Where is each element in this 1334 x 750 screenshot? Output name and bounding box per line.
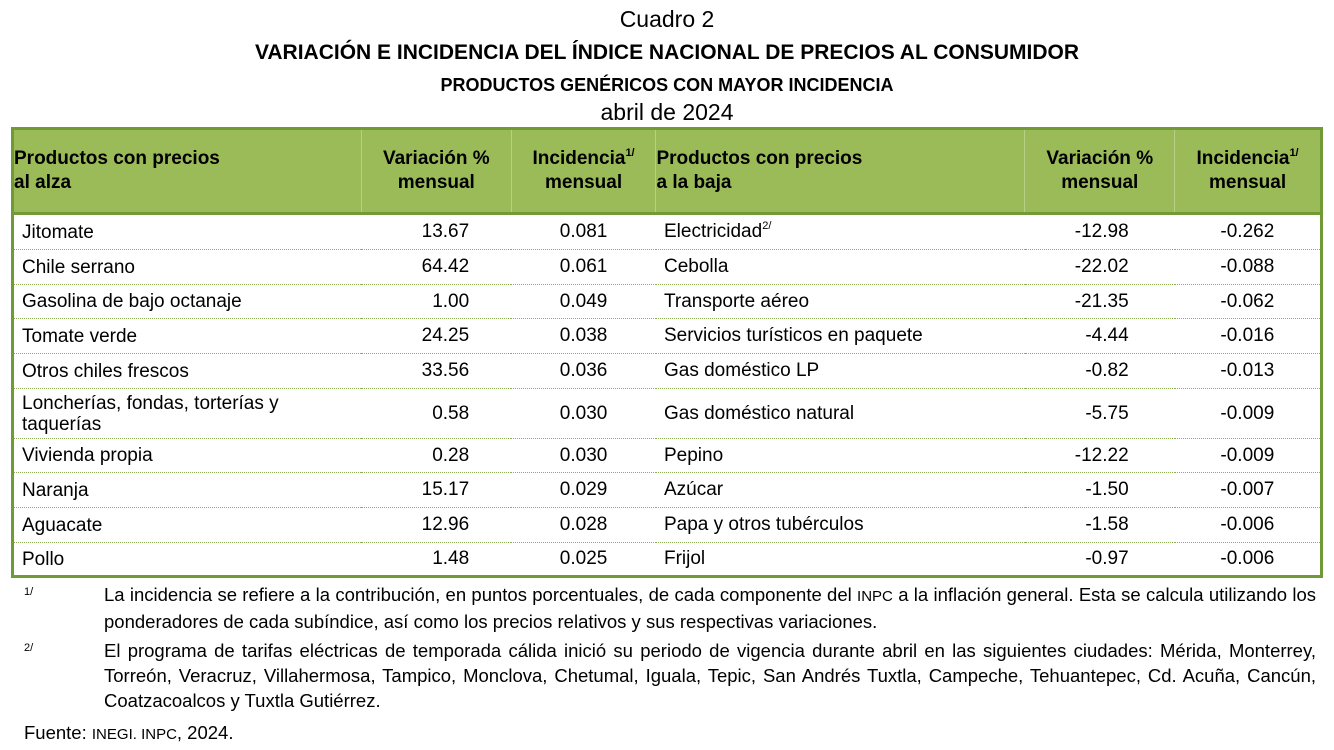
up-incidence-cell — [511, 354, 656, 389]
down-product-cell — [656, 214, 1025, 250]
down-variation-cell — [1025, 319, 1175, 354]
up-product-cell — [13, 285, 362, 319]
down-variation-cell-text: -21.35 — [1074, 290, 1129, 312]
col-header-up-variation — [361, 129, 511, 214]
footnote-1 — [24, 582, 1316, 634]
up-incidence-cell — [511, 508, 656, 543]
footnote-text: a la inflación general. Esta se calcula utilizando los ponderadores de cada subíndice, así como los precios relativos y sus respectivas variaciones. — [104, 584, 1316, 632]
inpc-table — [11, 127, 1323, 578]
down-product-cell — [656, 354, 1025, 389]
table-period: abril de 2024 — [600, 99, 734, 125]
col-header-down-incidence — [1175, 129, 1322, 214]
footnote-text: El programa de tarifas eléctricas de temporada cálida inició su periodo de vigencia durante abril en las siguientes ciudades: Mérida, Monterrey, Torreón, Veracruz, Villahermosa, Tampico, Monclova, Chetumal, Iguala, Tepic, San Andrés Tuxtla, Campeche, Tehuantepec, Cd. Acuña, Cancún, Coatzacoalcos y Tuxtla Gutiérrez. — [104, 640, 1316, 711]
footnote-mark: 2/ — [24, 642, 34, 654]
table-subtitle: PRODUCTOS GENÉRICOS CON MAYOR INCIDENCIA — [440, 75, 894, 95]
down-variation-cell-text: -1.50 — [1085, 479, 1129, 500]
footnote-abbrev: INPC — [857, 588, 893, 605]
down-variation-cell-text: -0.82 — [1085, 360, 1129, 381]
table-header-row — [13, 129, 1322, 214]
footnote-ref: 2/ — [762, 220, 772, 232]
down-product-cell-text: Electricidad — [663, 221, 763, 242]
col-header-line: Productos con precios — [656, 148, 863, 169]
source-org: INEGI. INPC — [91, 726, 177, 743]
up-incidence-cell — [511, 389, 656, 439]
up-variation-cell — [361, 250, 511, 285]
down-product-cell — [656, 508, 1025, 543]
up-product-cell — [13, 319, 362, 354]
up-variation-cell-text: 0.58 — [432, 402, 470, 424]
footnote-mark: 1/ — [24, 586, 34, 598]
down-variation-cell-text: -4.44 — [1085, 325, 1129, 346]
up-incidence-cell — [511, 543, 656, 577]
table-row — [13, 285, 1322, 319]
up-variation-cell-text: 12.96 — [421, 514, 470, 535]
down-product-cell-text: Pepino — [663, 444, 724, 466]
down-product-cell — [656, 285, 1025, 319]
up-incidence-cell — [511, 214, 656, 250]
down-variation-cell — [1025, 439, 1175, 473]
down-variation-cell — [1025, 389, 1175, 439]
down-variation-cell — [1025, 354, 1175, 389]
up-variation-cell-text: 33.56 — [421, 360, 470, 381]
up-variation-cell-text: 0.28 — [432, 444, 470, 466]
down-product-cell-text: Gas doméstico LP — [663, 360, 820, 381]
down-variation-cell-text: -12.98 — [1074, 221, 1129, 242]
up-variation-cell — [361, 354, 511, 389]
col-header-line: al alza — [14, 172, 72, 193]
down-incidence-cell-text: -0.006 — [1220, 548, 1275, 569]
table-body — [13, 214, 1322, 577]
down-product-cell-text: Gas doméstico natural — [663, 402, 855, 424]
down-incidence-cell — [1175, 473, 1322, 508]
down-incidence-cell — [1175, 508, 1322, 543]
up-variation-cell-text: 13.67 — [421, 221, 470, 242]
up-incidence-cell-text: 0.081 — [559, 221, 608, 242]
up-variation-cell-text: 64.42 — [421, 256, 470, 277]
up-product-cell — [13, 214, 362, 250]
col-header-line: mensual — [397, 172, 475, 193]
down-incidence-cell — [1175, 250, 1322, 285]
col-header-line: mensual — [545, 172, 623, 193]
table-row — [13, 439, 1322, 473]
up-product-cell — [13, 389, 362, 439]
up-incidence-cell-text: 0.061 — [559, 256, 608, 277]
down-variation-cell — [1025, 508, 1175, 543]
col-header-up-product — [13, 129, 362, 214]
table-row — [13, 319, 1322, 354]
down-incidence-cell-text: -0.262 — [1220, 221, 1275, 242]
up-product-cell — [13, 439, 362, 473]
col-header-down-product — [656, 129, 1025, 214]
down-incidence-cell — [1175, 214, 1322, 250]
down-product-cell — [656, 543, 1025, 577]
down-product-cell-text: Frijol — [663, 548, 706, 569]
up-variation-cell — [361, 285, 511, 319]
table-row — [13, 389, 1322, 439]
up-variation-cell-text: 1.00 — [432, 290, 470, 312]
down-variation-cell-text: -1.58 — [1085, 514, 1129, 535]
down-product-cell-text: Azúcar — [663, 479, 724, 500]
up-incidence-cell-text: 0.038 — [559, 325, 608, 346]
col-header-line: Incidencia — [1196, 148, 1290, 169]
down-incidence-cell-text: -0.088 — [1220, 256, 1275, 277]
col-header-line: Incidencia — [532, 148, 626, 169]
up-product-cell — [13, 473, 362, 508]
up-product-cell-text: Gasolina de bajo octanaje — [22, 291, 242, 312]
up-variation-cell — [361, 473, 511, 508]
col-header-up-incidence — [511, 129, 656, 214]
up-incidence-cell-text: 0.030 — [559, 402, 608, 424]
footnote-ref: 1/ — [625, 147, 635, 159]
table-row — [13, 354, 1322, 389]
up-product-cell-text: Jitomate — [22, 221, 94, 243]
col-header-line: mensual — [1061, 172, 1139, 193]
down-incidence-cell — [1175, 319, 1322, 354]
table-row — [13, 508, 1322, 543]
up-product-cell-text: Vivienda propia — [22, 445, 153, 466]
table-title: VARIACIÓN E INCIDENCIA DEL ÍNDICE NACIONAL DE PRECIOS AL CONSUMIDOR — [254, 41, 1080, 64]
table-row — [13, 250, 1322, 285]
footnotes — [24, 582, 1316, 713]
up-incidence-cell — [511, 439, 656, 473]
up-incidence-cell-text: 0.028 — [559, 514, 608, 535]
table-row — [13, 543, 1322, 577]
down-incidence-cell — [1175, 285, 1322, 319]
down-variation-cell — [1025, 250, 1175, 285]
col-header-line: mensual — [1209, 172, 1287, 193]
down-product-cell — [656, 439, 1025, 473]
down-variation-cell-text: -5.75 — [1085, 402, 1129, 424]
up-product-cell-text: Chile serrano — [22, 256, 135, 278]
down-incidence-cell-text: -0.006 — [1220, 514, 1275, 535]
down-variation-cell-text: -22.02 — [1074, 256, 1129, 277]
up-product-cell-text: Loncherías, fondas, torterías y taquerías — [22, 392, 279, 435]
up-incidence-cell-text: 0.049 — [559, 290, 608, 312]
down-incidence-cell — [1175, 389, 1322, 439]
down-incidence-cell — [1175, 439, 1322, 473]
up-variation-cell — [361, 543, 511, 577]
col-header-line: a la baja — [656, 172, 732, 193]
down-variation-cell-text: -12.22 — [1074, 444, 1129, 466]
col-header-down-variation — [1025, 129, 1175, 214]
source-label: Fuente: — [24, 722, 92, 743]
up-variation-cell — [361, 508, 511, 543]
down-variation-cell — [1025, 543, 1175, 577]
table-row — [13, 473, 1322, 508]
up-product-cell-text: Pollo — [22, 548, 65, 570]
col-header-line: Productos con precios — [14, 148, 220, 169]
down-product-cell — [656, 473, 1025, 508]
up-incidence-cell — [511, 250, 656, 285]
down-product-cell-text: Cebolla — [663, 256, 729, 277]
footnote-text: La incidencia se refiere a la contribución, en puntos porcentuales, de cada componente del — [104, 584, 858, 605]
down-variation-cell-text: -0.97 — [1085, 548, 1129, 569]
col-header-line: Variación % — [382, 148, 490, 169]
up-product-cell — [13, 508, 362, 543]
up-incidence-cell-text: 0.036 — [559, 360, 608, 381]
source-line — [24, 720, 233, 747]
source-year: , 2024. — [176, 722, 234, 743]
down-product-cell — [656, 319, 1025, 354]
down-incidence-cell-text: -0.009 — [1220, 444, 1275, 466]
up-product-cell — [13, 354, 362, 389]
col-header-line: Variación % — [1046, 148, 1154, 169]
up-incidence-cell — [511, 473, 656, 508]
up-product-cell-text: Tomate verde — [22, 325, 138, 347]
down-incidence-cell-text: -0.013 — [1220, 360, 1275, 381]
down-product-cell — [656, 250, 1025, 285]
up-variation-cell-text: 15.17 — [421, 479, 470, 500]
down-variation-cell — [1025, 285, 1175, 319]
down-incidence-cell — [1175, 543, 1322, 577]
down-incidence-cell-text: -0.009 — [1220, 402, 1275, 424]
up-variation-cell — [361, 439, 511, 473]
footnote-2 — [24, 638, 1316, 713]
up-incidence-cell — [511, 285, 656, 319]
down-incidence-cell-text: -0.007 — [1220, 479, 1275, 500]
table-row — [13, 214, 1322, 250]
down-variation-cell — [1025, 214, 1175, 250]
table-number: Cuadro 2 — [619, 6, 715, 32]
down-incidence-cell — [1175, 354, 1322, 389]
up-incidence-cell-text: 0.029 — [559, 479, 608, 500]
down-incidence-cell-text: -0.062 — [1220, 290, 1275, 312]
up-incidence-cell-text: 0.025 — [559, 548, 608, 569]
up-variation-cell-text: 24.25 — [421, 325, 470, 346]
up-incidence-cell — [511, 319, 656, 354]
up-product-cell-text: Otros chiles frescos — [22, 360, 189, 382]
footnote-ref: 1/ — [1289, 147, 1299, 159]
down-product-cell-text: Servicios turísticos en paquete — [663, 325, 923, 346]
down-incidence-cell-text: -0.016 — [1220, 325, 1275, 346]
up-product-cell — [13, 250, 362, 285]
down-product-cell-text: Transporte aéreo — [663, 290, 810, 312]
down-product-cell — [656, 389, 1025, 439]
up-product-cell — [13, 543, 362, 577]
up-variation-cell — [361, 319, 511, 354]
down-variation-cell — [1025, 473, 1175, 508]
up-incidence-cell-text: 0.030 — [559, 444, 608, 466]
down-product-cell-text: Papa y otros tubérculos — [663, 514, 864, 535]
up-variation-cell — [361, 214, 511, 250]
up-variation-cell-text: 1.48 — [432, 548, 470, 569]
up-variation-cell — [361, 389, 511, 439]
up-product-cell-text: Aguacate — [22, 514, 103, 536]
up-product-cell-text: Naranja — [22, 479, 89, 501]
